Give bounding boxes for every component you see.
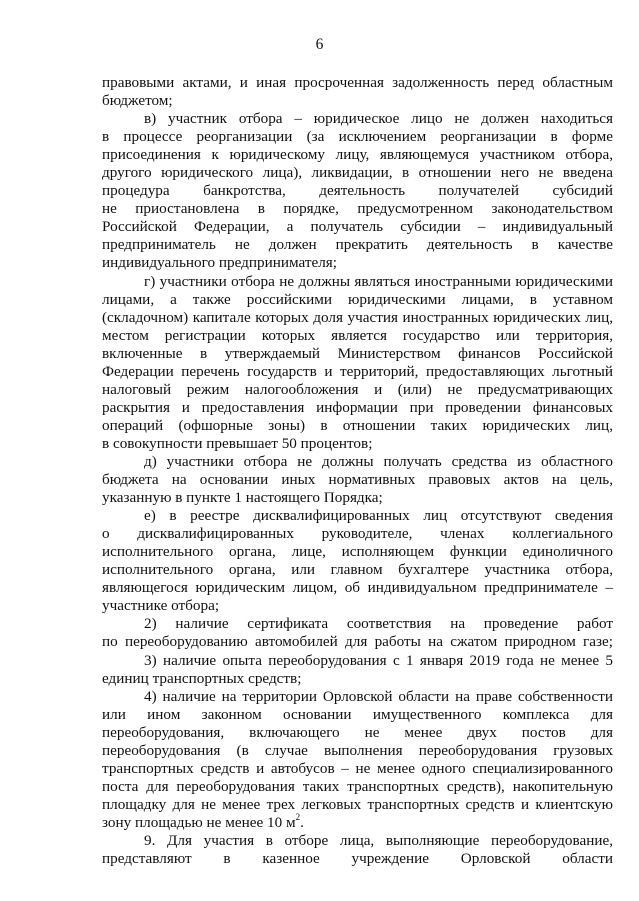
text-line: в процессе реорганизации (за исключением реорганизации в форме	[102, 128, 613, 146]
text-line: в совокупности превышает 50 процентов;	[102, 434, 373, 452]
text-line: по переоборудованию автомобилей для работы на сжатом природном газе;	[102, 633, 613, 651]
text-line: транспортных средств и автобусов – не менее одного специализированного	[102, 759, 613, 777]
text-line: 9. Для участия в отборе лица, выполняющие переоборудование,	[144, 831, 613, 849]
text-line: исполнительного органа, или главном бухгалтере участника отбора,	[102, 561, 613, 579]
text-line: 2) наличие сертификата соответствия на проведение работ	[144, 615, 613, 633]
text-line: присоединения к юридическому лицу, являющемуся участником отбора,	[102, 146, 613, 164]
text-line: г) участники отбора не должны являться иностранными юридическими	[144, 272, 613, 290]
text-line: участнике отбора;	[102, 597, 220, 615]
document-body	[102, 74, 613, 868]
text-line: площадку для не менее трех легковых транспортных средств и клиентскую	[102, 795, 613, 813]
text-line-tail: .	[300, 813, 304, 831]
text-line: е) в реестре дисквалифицированных лиц отсутствуют сведения	[144, 507, 613, 525]
text-line: (складочном) капитале которых доля участия иностранных юридических лиц,	[102, 308, 613, 326]
text-line: местом регистрации которых является государство или территория,	[102, 326, 613, 344]
text-line: 4) наличие на территории Орловской области на праве собственности	[144, 687, 613, 705]
text-line: переоборудования, включающего не менее двух постов для	[102, 723, 613, 741]
text-line: операций (офшорные зоны) в отношении таких юридических лиц,	[102, 416, 613, 434]
text-line: другого юридического лица), ликвидации, в отношении него не введена	[102, 164, 613, 182]
text-line: налоговый режим налогообложения и (или) не предусматривающих	[102, 380, 613, 398]
text-line: индивидуального предпринимателя;	[102, 254, 337, 272]
text-line: или ином законном основании имущественного комплекса для	[102, 705, 613, 723]
text-line: переоборудования (в случае выполнения переоборудования грузовых	[102, 741, 613, 759]
text-line: поста для переоборудования таких транспортных средств), накопительную	[102, 777, 613, 795]
text-line: процедура банкротства, деятельность получателей субсидий	[102, 182, 613, 200]
text-line: д) участники отбора не должны получать средства из областного	[144, 452, 613, 470]
text-line: указанную в пункте 1 настоящего Порядка;	[102, 489, 383, 507]
text-line: единиц транспортных средств;	[102, 669, 302, 687]
text-line: в) участник отбора – юридическое лицо не должен находиться	[144, 110, 613, 128]
text-line-content: зону площадью не менее 10 м	[102, 813, 296, 831]
page-number: 6	[315, 36, 324, 53]
text-line: лицами, а также российскими юридическими лицами, в уставном	[102, 290, 613, 308]
text-line: Российской Федерации, а получатель субсидии – индивидуальный	[102, 218, 613, 236]
superscript: 2	[295, 811, 301, 822]
text-line: Федерации перечень государств и территорий, предоставляющих льготный	[102, 362, 613, 380]
text-line: 3) наличие опыта переоборудования с 1 января 2019 года не менее 5	[144, 651, 613, 669]
text-line: не приостановлена в порядке, предусмотренном законодательством	[102, 200, 613, 218]
text-line: бюджета на основании иных нормативных правовых актов на цель,	[102, 471, 613, 489]
text-line: о дисквалифицированных руководителе, членах коллегиального	[102, 525, 613, 543]
text-line: являющегося юридическим лицом, об индивидуальном предпринимателе –	[102, 579, 613, 597]
text-line: правовыми актами, и иная просроченная задолженность перед областным	[102, 74, 613, 91]
text-line	[102, 811, 613, 832]
text-line: раскрытия и предоставления информации при проведении финансовых	[102, 398, 613, 416]
text-line: бюджетом;	[102, 92, 173, 110]
text-line: исполнительного органа, лице, исполняющем функции единоличного	[102, 543, 613, 561]
text-line: включенные в утверждаемый Министерством финансов Российской	[102, 344, 613, 362]
text-line: предприниматель не должен прекратить деятельность в качестве	[102, 236, 613, 254]
text-line: представляют в казенное учреждение Орловской области	[102, 850, 613, 868]
